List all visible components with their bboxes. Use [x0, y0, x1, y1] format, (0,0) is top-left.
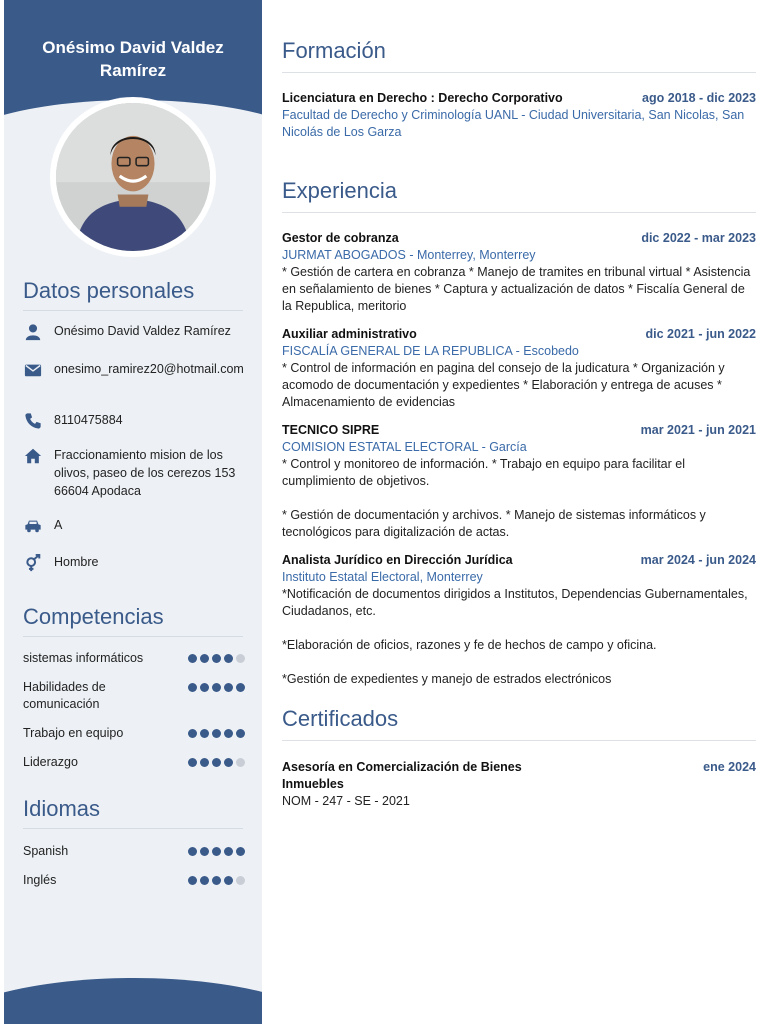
certificate-entry — [282, 759, 756, 810]
main-content — [282, 0, 757, 1024]
level-dot — [200, 876, 209, 885]
level-dot — [224, 847, 233, 856]
experience-role: TECNICO SIPRE — [282, 423, 380, 437]
level-dot — [212, 683, 221, 692]
skill-row-label: sistemas informáticos — [23, 651, 144, 665]
name-line-1: Onésimo David Valdez — [42, 38, 224, 57]
profile-photo-image — [56, 103, 210, 251]
home-icon — [22, 446, 44, 465]
level-dot — [200, 654, 209, 663]
personal-name: Onésimo David Valdez Ramírez — [54, 324, 231, 338]
email-icon — [22, 360, 44, 379]
sidebar — [4, 0, 262, 1024]
skill-row — [23, 650, 245, 667]
level-dot — [200, 683, 209, 692]
education-title: Formación — [282, 38, 756, 73]
candidate-name — [4, 36, 262, 82]
experience-description: * Control de información en pagina del consejo de la judicatura * Organización y acomodo de documentación y expedientes * Elaboración y entrega de acuses * Almacenamiento de evidencias — [282, 361, 725, 409]
phone-icon — [22, 411, 44, 430]
language-row-label: Inglés — [23, 873, 57, 887]
level-dot — [236, 683, 245, 692]
languages-title: Idiomas — [23, 796, 243, 829]
experience-entry — [282, 326, 756, 411]
level-dot — [224, 683, 233, 692]
level-dot — [224, 876, 233, 885]
personal-phone[interactable]: 8110475884 — [54, 413, 123, 427]
personal-data-title: Datos personales — [23, 278, 243, 311]
level-dot — [212, 654, 221, 663]
skill-row — [23, 725, 245, 742]
experience-description: * Gestión de documentación y archivos. * Manejo de sistemas informáticos y tecnológicos para digitalización de actas. — [282, 508, 706, 539]
language-row-label: Spanish — [23, 844, 69, 858]
experience-company: COMISION ESTATAL ELECTORAL - García — [282, 440, 527, 454]
level-dot — [188, 729, 197, 738]
level-dot — [212, 847, 221, 856]
experience-role: Gestor de cobranza — [282, 231, 399, 245]
level-dot — [188, 654, 197, 663]
profile-photo — [50, 97, 216, 257]
experience-role: Analista Jurídico en Dirección Jurídica — [282, 553, 513, 567]
skill-row — [23, 754, 245, 771]
level-dot — [224, 654, 233, 663]
experience-entry — [282, 422, 756, 541]
experience-date: mar 2021 - jun 2021 — [640, 423, 756, 437]
personal-gender-row — [22, 553, 247, 572]
language-row — [23, 872, 245, 889]
name-line-2: Ramírez — [99, 61, 167, 80]
language-row-level — [188, 872, 245, 885]
level-dot — [236, 758, 245, 767]
experience-entry — [282, 230, 756, 315]
experience-description: * Gestión de cartera en cobranza * Manejo de tramites en tribunal virtual * Asistencia en señalamiento de bienes * Captura y actualización de datos * Fiscalía General de la Republica, meritorio — [282, 265, 751, 313]
personal-license: A — [54, 518, 63, 532]
certificate-date: ene 2024 — [703, 760, 756, 774]
skill-row-level — [188, 725, 245, 738]
experience-title: Experiencia — [282, 178, 756, 213]
experience-description: * Control y monitoreo de información. * Trabajo en equipo para facilitar el cumplimiento de objetivos. — [282, 457, 685, 488]
experience-company: FISCALÍA GENERAL DE LA REPUBLICA - Escobedo — [282, 344, 579, 358]
experience-date: dic 2022 - mar 2023 — [641, 231, 756, 245]
skills-title: Competencias — [23, 604, 243, 637]
level-dot — [212, 729, 221, 738]
education-date: ago 2018 - dic 2023 — [642, 91, 756, 105]
level-dot — [188, 758, 197, 767]
skill-row-level — [188, 679, 245, 692]
certificate-name: Asesoría en Comercialización de Bienes Inmuebles — [282, 760, 522, 791]
sidebar-footer-band — [4, 978, 262, 1024]
level-dot — [200, 758, 209, 767]
language-row-level — [188, 843, 245, 856]
experience-role: Auxiliar administrativo — [282, 327, 417, 341]
level-dot — [236, 847, 245, 856]
certificates-title: Certificados — [282, 706, 756, 741]
personal-address-row — [22, 446, 247, 500]
experience-entry — [282, 552, 756, 688]
gender-icon — [22, 553, 44, 572]
skill-row-label: Liderazgo — [23, 755, 78, 769]
skill-row-label: Trabajo en equipo — [23, 726, 124, 740]
level-dot — [212, 758, 221, 767]
personal-address: Fraccionamiento mision de los olivos, paseo de los cerezos 153 66604 Apodaca — [54, 448, 236, 498]
experience-company: Instituto Estatal Electoral, Monterrey — [282, 570, 483, 584]
personal-email-row — [22, 360, 247, 379]
level-dot — [188, 847, 197, 856]
level-dot — [236, 729, 245, 738]
personal-phone-row — [22, 411, 247, 430]
experience-company: JURMAT ABOGADOS - Monterrey, Monterrey — [282, 248, 536, 262]
level-dot — [200, 847, 209, 856]
skill-row-label: Habilidades de comunicación — [23, 680, 106, 711]
personal-gender: Hombre — [54, 555, 99, 569]
experience-date: dic 2021 - jun 2022 — [645, 327, 756, 341]
personal-license-row — [22, 516, 247, 535]
level-dot — [236, 876, 245, 885]
level-dot — [236, 654, 245, 663]
certificate-code: NOM - 247 - SE - 2021 — [282, 794, 410, 808]
education-degree: Licenciatura en Derecho : Derecho Corporativo — [282, 91, 563, 105]
personal-name-row — [22, 322, 247, 341]
personal-email[interactable]: onesimo_ramirez20@hotmail.com — [54, 362, 244, 376]
skill-row-level — [188, 650, 245, 663]
level-dot — [212, 876, 221, 885]
car-icon — [22, 516, 44, 535]
experience-description: *Notificación de documentos dirigidos a Institutos, Dependencias Gubernamentales, Ciudadanos, etc. — [282, 587, 748, 618]
education-entry — [282, 90, 756, 141]
experience-description: *Gestión de expedientes y manejo de estrados electrónicos — [282, 672, 612, 686]
skill-row — [23, 679, 245, 713]
language-row — [23, 843, 245, 860]
level-dot — [200, 729, 209, 738]
level-dot — [224, 758, 233, 767]
experience-description: *Elaboración de oficios, razones y fe de hechos de campo y oficina. — [282, 638, 657, 652]
experience-date: mar 2024 - jun 2024 — [640, 553, 756, 567]
person-icon — [22, 322, 44, 341]
skill-row-level — [188, 754, 245, 767]
education-institution: Facultad de Derecho y Criminología UANL - Ciudad Universitaria, San Nicolas, San Nicolás de Los Garza — [282, 108, 745, 139]
level-dot — [188, 683, 197, 692]
level-dot — [224, 729, 233, 738]
level-dot — [188, 876, 197, 885]
